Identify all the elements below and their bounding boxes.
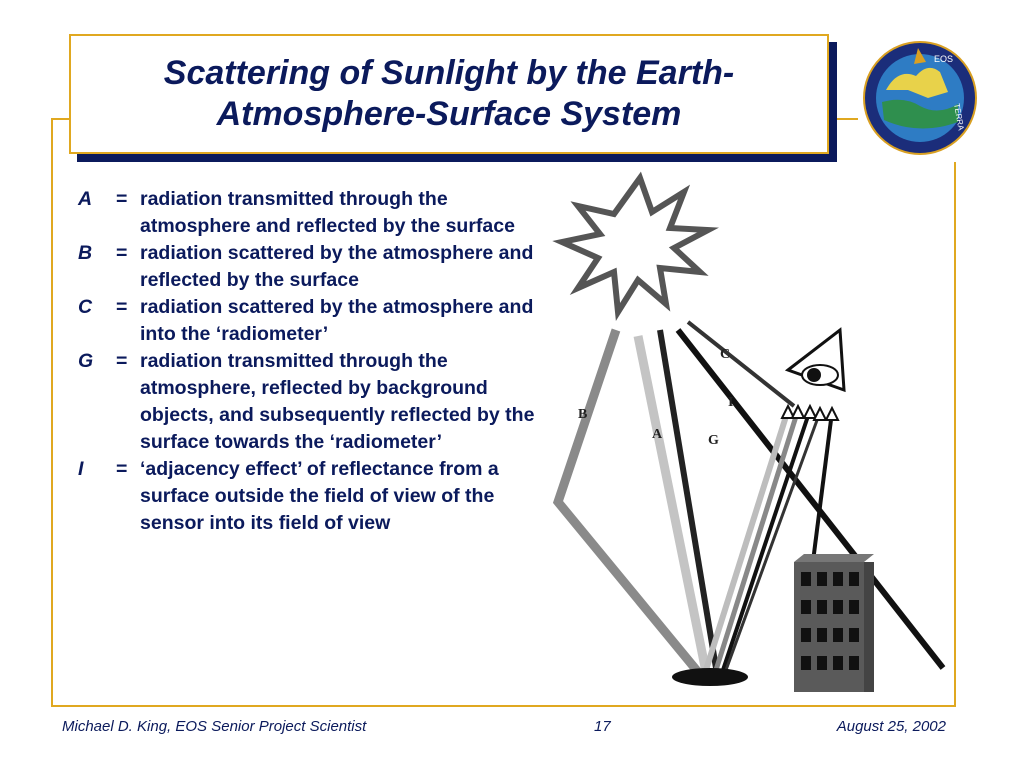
definition-i <box>78 456 553 537</box>
path-b <box>558 330 698 672</box>
definition-text: radiation scattered by the atmosphere and into the ‘radiometer’ <box>140 296 534 345</box>
definition-g <box>78 348 553 456</box>
equals-sign: = <box>116 242 128 264</box>
radiometer-eye-icon <box>788 330 844 390</box>
eos-terra-logo <box>858 32 982 162</box>
arrowheads <box>782 406 838 420</box>
reflect-a <box>706 410 788 670</box>
diagram-label-i: I <box>728 395 734 410</box>
scattering-diagram <box>548 170 948 700</box>
definition-text: radiation transmitted through the atmosphere and reflected by the surface <box>140 188 515 237</box>
slide-title: Scattering of Sunlight by the Earth-Atmosphere-Surface System <box>163 54 735 133</box>
footer-date: August 25, 2002 <box>836 718 946 735</box>
definition-c <box>78 294 553 348</box>
logo-eos-text: EOS <box>934 54 954 64</box>
definition-key: I <box>78 458 84 480</box>
footer-author: Michael D. King, EOS Senior Project Scientist <box>62 718 367 735</box>
footer-page-number: 17 <box>594 718 611 735</box>
equals-sign: = <box>116 350 128 372</box>
definition-key: C <box>78 296 93 318</box>
logo-terra-text: TERRA <box>952 102 966 132</box>
title-box <box>69 34 829 154</box>
definition-key: B <box>78 242 93 264</box>
definition-b <box>78 240 553 294</box>
definition-text: radiation scattered by the atmosphere and reflected by the surface <box>140 242 534 291</box>
diagram-label-c: C <box>720 347 731 362</box>
sun-icon <box>562 178 708 312</box>
equals-sign: = <box>116 296 128 318</box>
definition-key: A <box>78 188 93 210</box>
definition-text: radiation transmitted through the atmosphere, reflected by background objects, and subsequently reflected by the surface towards the ‘radiometer’ <box>140 350 535 453</box>
diagram-label-a: A <box>652 427 663 442</box>
reflect-b <box>716 410 798 670</box>
definition-a <box>78 186 553 240</box>
definition-key: G <box>78 350 94 372</box>
equals-sign: = <box>116 458 128 480</box>
building-icon <box>794 554 874 692</box>
equals-sign: = <box>116 188 128 210</box>
definition-text: ‘adjacency effect’ of reflectance from a surface outside the field of view of the sensor into its field of view <box>140 458 499 534</box>
diagram-label-b: B <box>578 407 588 422</box>
diagram-label-g: G <box>708 433 719 448</box>
definitions-list <box>78 186 553 537</box>
surface-target <box>672 668 748 686</box>
